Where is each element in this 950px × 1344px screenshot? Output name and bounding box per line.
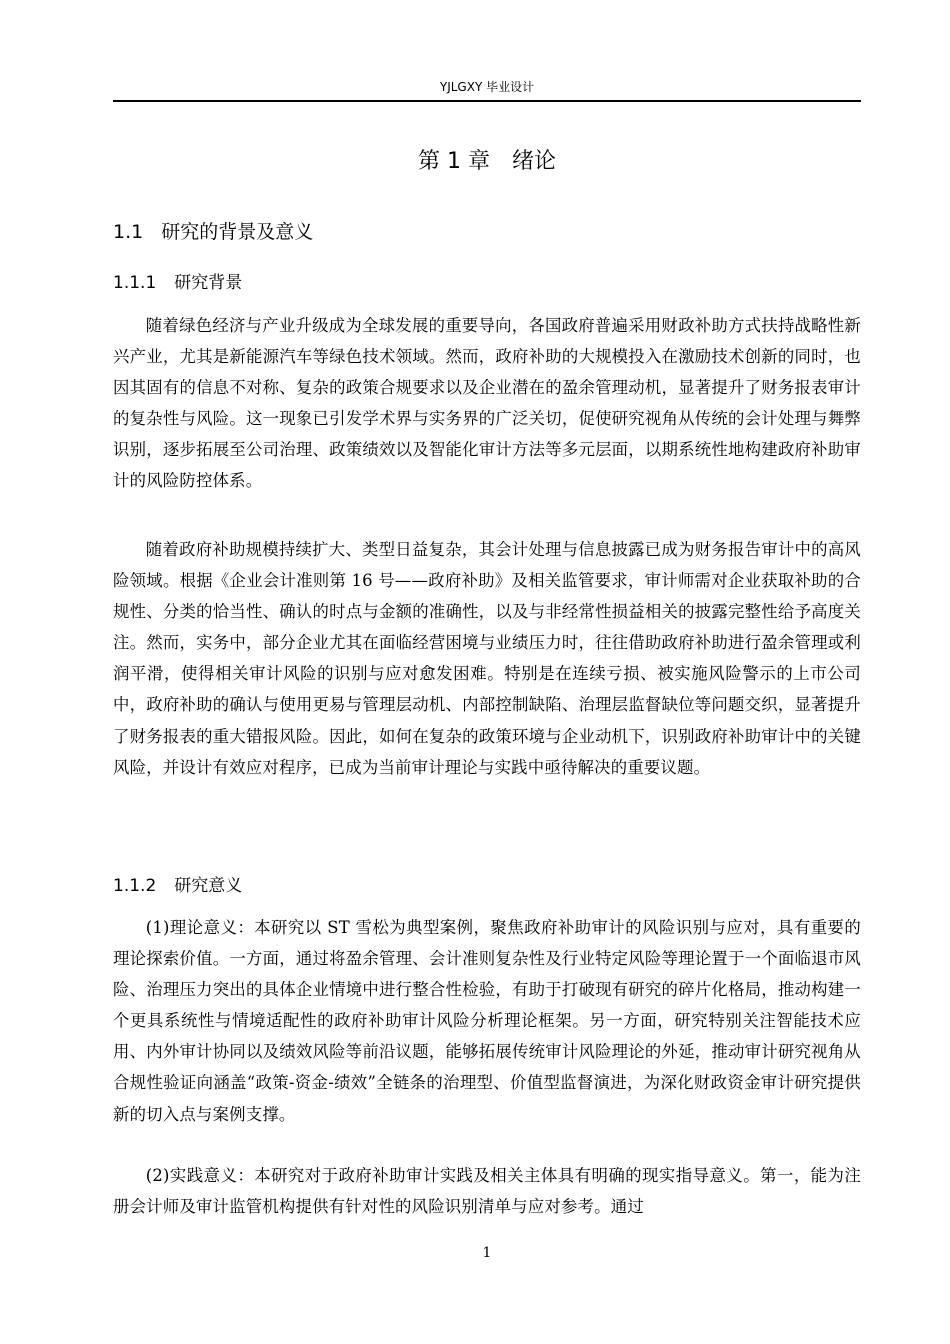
section-number: 1.1 [113,221,144,243]
page-number: 1 [482,1245,492,1261]
section-number: 1.1.1 [113,273,157,293]
body-paragraph: (2)实践意义：本研究对于政府补助审计实践及相关主体具有明确的现实指导意义。第一，能为注册会计师及审计监管机构提供有针对性的风险识别清单与应对参考。通过 [113,1166,861,1217]
section-heading-1-1 [113,218,313,246]
body-paragraph: 随着绿色经济与产业升级成为全球发展的重要导向，各国政府普遍采用财政补助方式扶持战略性新兴产业，尤其是新能源汽车等绿色技术领域。然而，政府补助的大规模投入在激励技术创新的同时，也因其固有的信息不对称、复杂的政策合规要求以及企业潜在的盈余管理动机，显著提升了财务报表审计的复杂性与风险。这一现象已引发学术界与实务界的广泛关切，促使研究视角从传统的会计处理与舞弊识别，逐步拓展至公司治理、政策绩效以及智能化审计方法等多元层面，以期系统性地构建政府补助审计的风险防控体系。 [113,316,861,491]
body-paragraph: 随着政府补助规模持续扩大、类型日益复杂，其会计处理与信息披露已成为财务报告审计中的高风险领域。根据《企业会计准则第 16 号——政府补助》及相关监管要求，审计师需对企业获取补助的合规性、分类的恰当性、确认的时点与金额的准确性，以及与非经常性损益相关的披露完整性给予高度关注。然而，实务中，部分企业尤其在面临经营困境与业绩压力时，往往借助政府补助进行盈余管理或利润平滑，使得相关审计风险的识别与应对愈发困难。特别是在连续亏损、被实施风险警示的上市公司中，政府补助的确认与使用更易与管理层动机、内部控制缺陷、治理层监督缺位等问题交织，显著提升了财务报表的重大错报风险。因此，如何在复杂的政策环境与企业动机下，识别政府补助审计中的关键风险，并设计有效应对程序，已成为当前审计理论与实践中亟待解决的重要议题。 [113,540,861,777]
section-number: 1.1.2 [113,876,157,896]
section-heading-1-1-1 [113,270,242,296]
body-paragraph: (1)理论意义：本研究以 ST 雪松为典型案例，聚焦政府补助审计的风险识别与应对，具有重要的理论探索价值。一方面，通过将盈余管理、会计准则复杂性及行业特定风险等理论置于一个面临退市风险、治理压力突出的具体企业情境中进行整合性检验，有助于打破现有研究的碎片化格局，推动构建一个更具系统性与情境适配性的政府补助审计风险分析理论框架。另一方面，研究特别关注智能技术应用、内外审计协同以及绩效风险等前沿议题，能够拓展传统审计风险理论的外延，推动审计研究视角从合规性验证向涵盖“政策-资金-绩效”全链条的治理型、价值型监督演进，为深化财政资金审计研究提供新的切入点与案例支撑。 [113,918,861,1124]
header-divider [113,100,861,102]
chapter-title: 第 1 章 绪论 [418,149,556,174]
section-title: 研究意义 [174,876,243,896]
section-title: 研究背景 [174,273,243,293]
section-title: 研究的背景及意义 [161,221,314,243]
section-heading-1-1-2 [113,873,242,899]
running-header: YJLGXY 毕业设计 [439,80,535,94]
